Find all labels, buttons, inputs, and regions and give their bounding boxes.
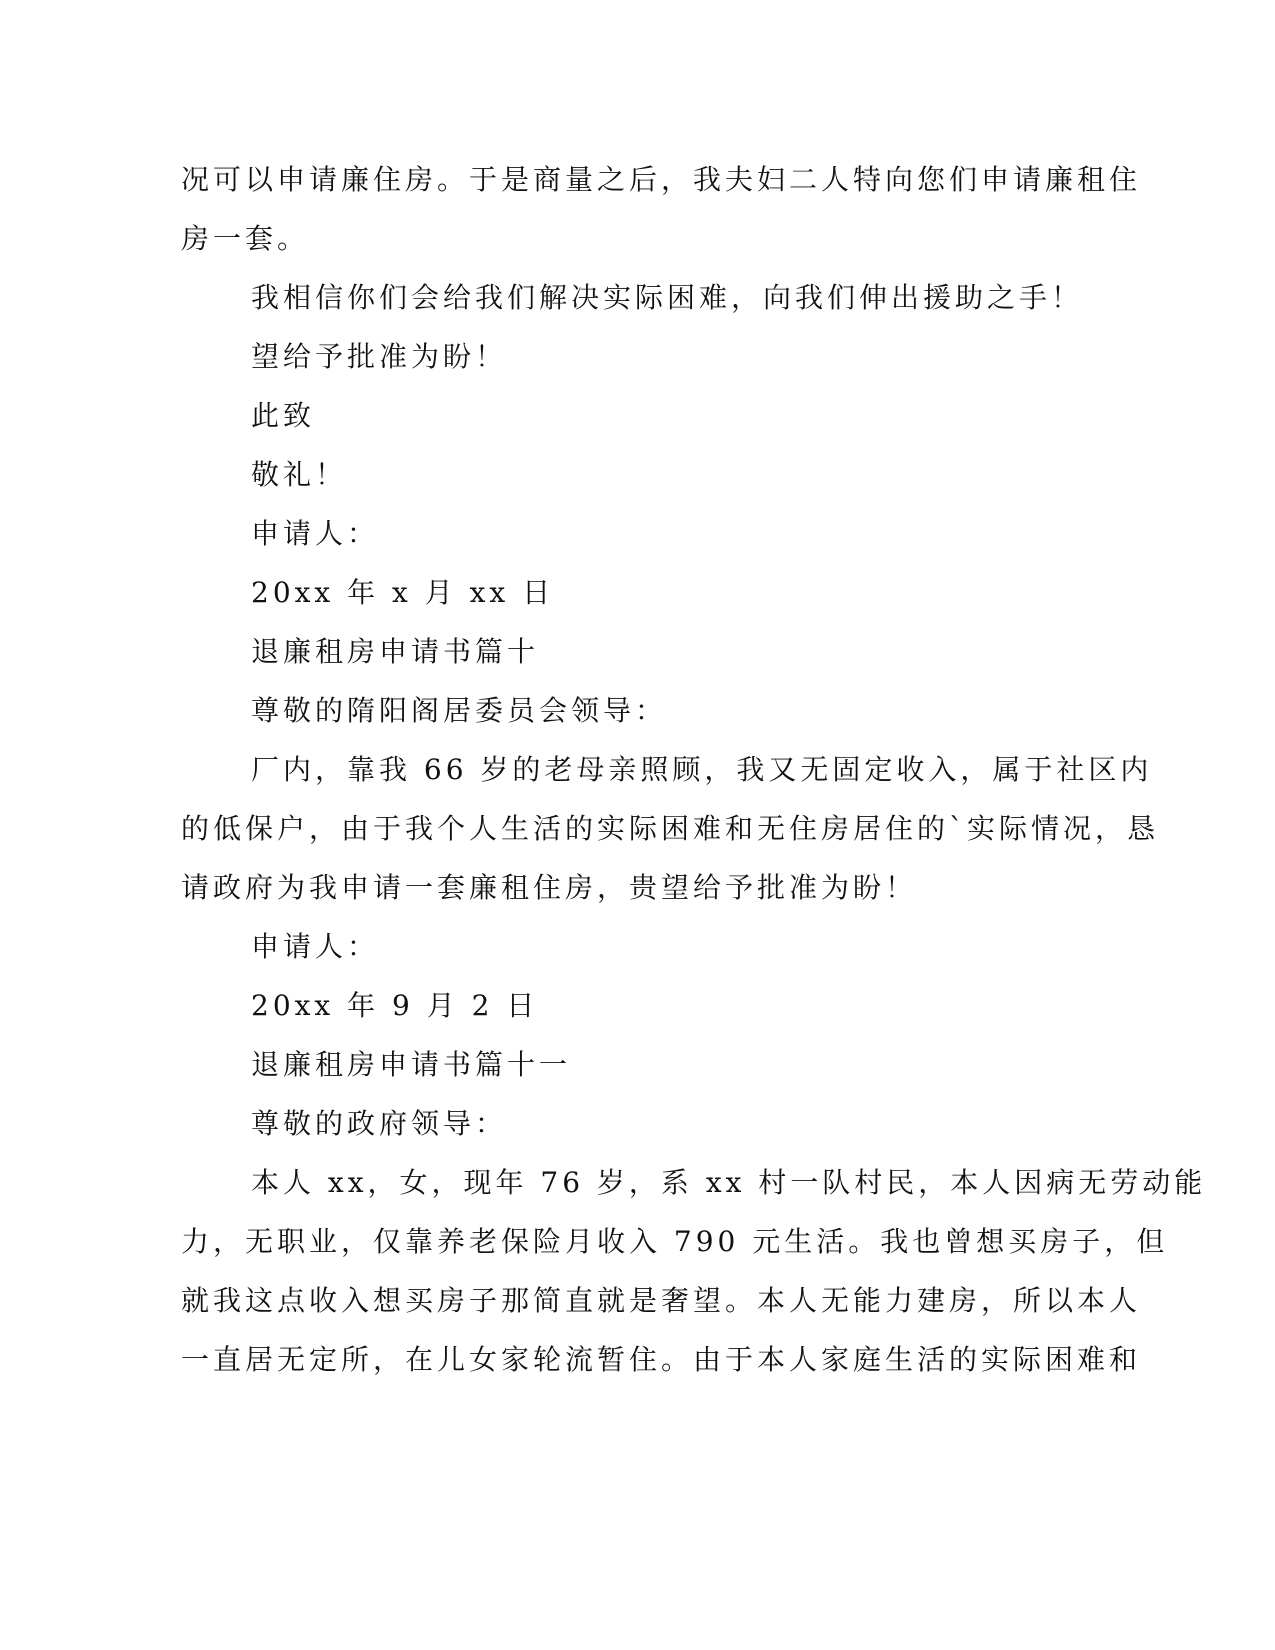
closing-line: 此致 xyxy=(251,399,316,432)
paragraph-line: 望给予批准为盼！ xyxy=(251,340,508,373)
paragraph-line: 的低保户，由于我个人生活的实际困难和无住房居住的`实际情况，恳 xyxy=(181,812,1160,845)
date-line: 20xx 年 9 月 2 日 xyxy=(251,989,539,1022)
date-line: 20xx 年 x 月 xx 日 xyxy=(251,576,555,609)
paragraph-line: 一直居无定所，在儿女家轮流暂住。由于本人家庭生活的实际困难和 xyxy=(181,1343,1142,1376)
paragraph-line: 请政府为我申请一套廉租住房，贵望给予批准为盼！ xyxy=(181,871,918,904)
salutation: 尊敬的隋阳阁居委员会领导： xyxy=(251,694,668,727)
paragraph-line: 就我这点收入想买房子那简直就是奢望。本人无能力建房，所以本人 xyxy=(181,1284,1142,1317)
section-title: 退廉租房申请书篇十一 xyxy=(251,1048,572,1081)
applicant-label: 申请人： xyxy=(251,517,380,550)
paragraph-line: 房一套。 xyxy=(181,222,310,255)
closing-line: 敬礼！ xyxy=(251,458,348,491)
paragraph-line: 本人 xx，女，现年 76 岁，系 xx 村一队村民，本人因病无劳动能 xyxy=(251,1166,1207,1199)
applicant-label: 申请人： xyxy=(251,930,380,963)
salutation: 尊敬的政府领导： xyxy=(251,1107,508,1140)
paragraph-line: 我相信你们会给我们解决实际困难，向我们伸出援助之手！ xyxy=(251,281,1084,314)
section-title: 退廉租房申请书篇十 xyxy=(251,635,540,668)
paragraph-line: 力，无职业，仅靠养老保险月收入 790 元生活。我也曾想买房子，但 xyxy=(181,1225,1169,1258)
paragraph-line: 厂内，靠我 66 岁的老母亲照顾，我又无固定收入，属于社区内 xyxy=(251,753,1153,786)
paragraph-line: 况可以申请廉住房。于是商量之后，我夫妇二人特向您们申请廉租住 xyxy=(181,163,1142,196)
